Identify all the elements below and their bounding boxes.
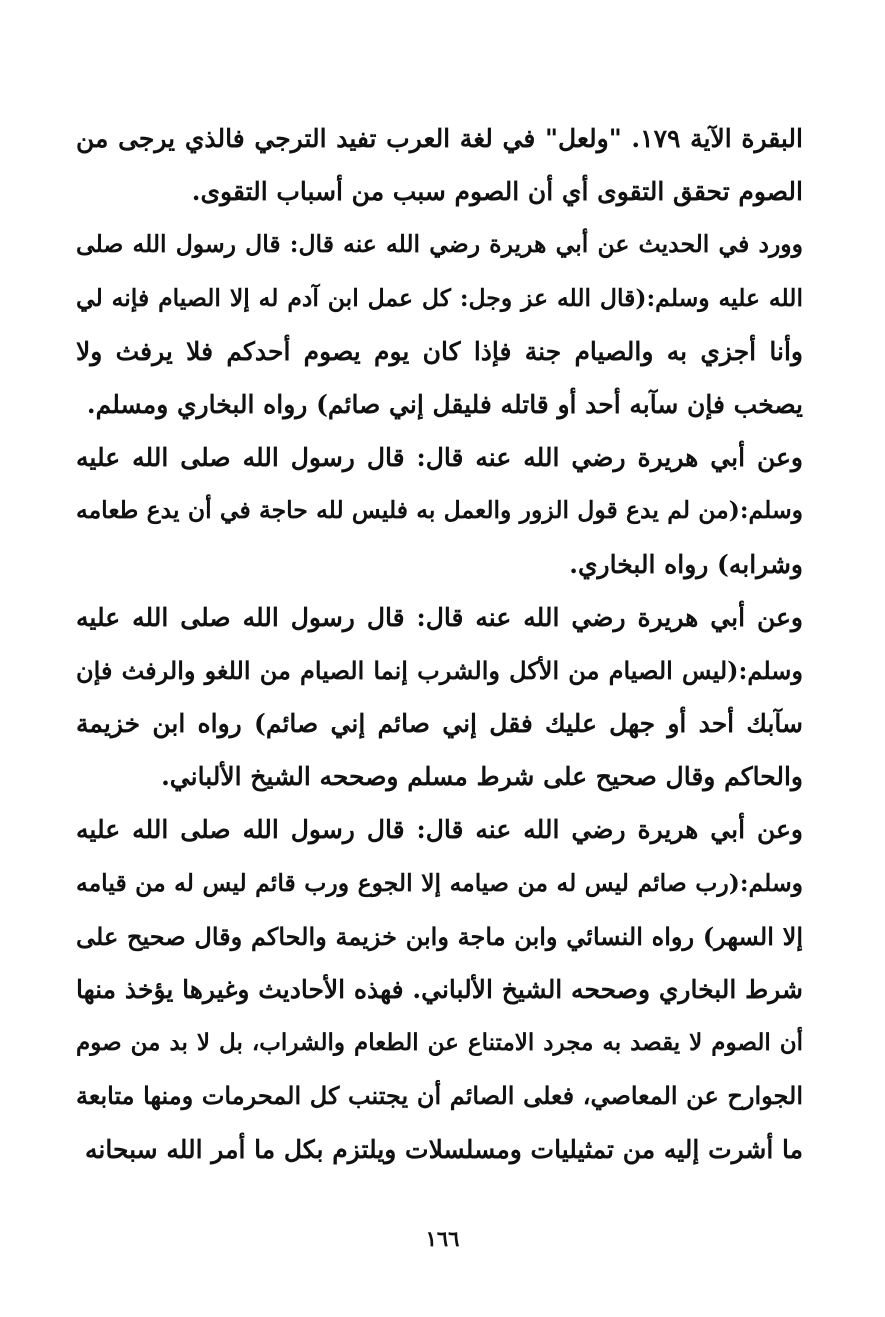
text-line: وسلم:(رب صائم ليس له من صيامه إلا الجوع ورب قائم ليس له من قيامه: [76, 868, 803, 897]
text-line: شرط البخاري وصححه الشيخ الألباني. فهذه الأحاديث وغيرها يؤخذ منها: [76, 975, 803, 1004]
text-line: أن الصوم لا يقصد به مجرد الامتناع عن الطعام والشراب، بل لا بد من صوم: [76, 1029, 803, 1057]
text-line: وشرابه) رواه البخاري.: [569, 549, 803, 579]
text-line: الجوارح عن المعاصي، فعلى الصائم أن يجتنب كل المحرمات ومنها متابعة: [76, 1081, 803, 1111]
text-line: والحاكم وقال صحيح على شرط مسلم وصححه الشيخ الألباني.: [161, 762, 803, 792]
paragraph: [76, 803, 803, 1175]
text-line: البقرة الآية ١٧٩. "ولعل" في لغة العرب تفيد الترجي فالذي يرجى من: [76, 124, 803, 153]
text-line: وورد في الحديث عن أبي هريرة رضي الله عنه قال: قال رسول الله صلى: [76, 230, 803, 259]
text-line: سآبك أحد أو جهل عليك فقل إني صائم إني صائم) رواه ابن خزيمة: [76, 709, 803, 739]
paragraph: [76, 112, 803, 218]
text-line: وسلم:(من لم يدع قول الزور والعمل به فليس لله حاجة في أن يدع طعامه: [76, 496, 803, 525]
text-line: الله عليه وسلم:(قال الله عز وجل: كل عمل ابن آدم له إلا الصيام فإنه لي: [76, 283, 803, 312]
text-line: وعن أبي هريرة رضي الله عنه قال: قال رسول الله صلى الله عليه: [76, 815, 803, 845]
body-text: [76, 112, 803, 1176]
text-line: وأنا أجزي به والصيام جنة فإذا كان يوم يصوم أحدكم فلا يرفث ولا: [76, 336, 803, 366]
paragraph: [76, 591, 803, 804]
text-line: وعن أبي هريرة رضي الله عنه قال: قال رسول الله صلى الله عليه: [76, 443, 803, 473]
text-line: ما أشرت إليه من تمثيليات ومسلسلات ويلتزم بكل ما أمر الله سبحانه: [85, 1134, 803, 1164]
paragraph: [76, 218, 803, 431]
paragraph: [76, 431, 803, 591]
text-line: الصوم تحقق التقوى أي أن الصوم سبب من أسباب التقوى.: [191, 177, 803, 207]
text-line: وعن أبي هريرة رضي الله عنه قال: قال رسول الله صلى الله عليه: [76, 602, 803, 632]
text-line: إلا السهر) رواه النسائي وابن ماجة وابن خزيمة والحاكم وقال صحيح على: [76, 921, 803, 951]
text-line: وسلم:(ليس الصيام من الأكل والشرب إنما الصيام من اللغو والرفث فإن: [76, 655, 803, 685]
page-number: ١٦٦: [425, 1226, 460, 1251]
text-line: يصخب فإن سآبه أحد أو قاتله فليقل إني صائم) رواه البخاري ومسلم.: [86, 389, 803, 419]
